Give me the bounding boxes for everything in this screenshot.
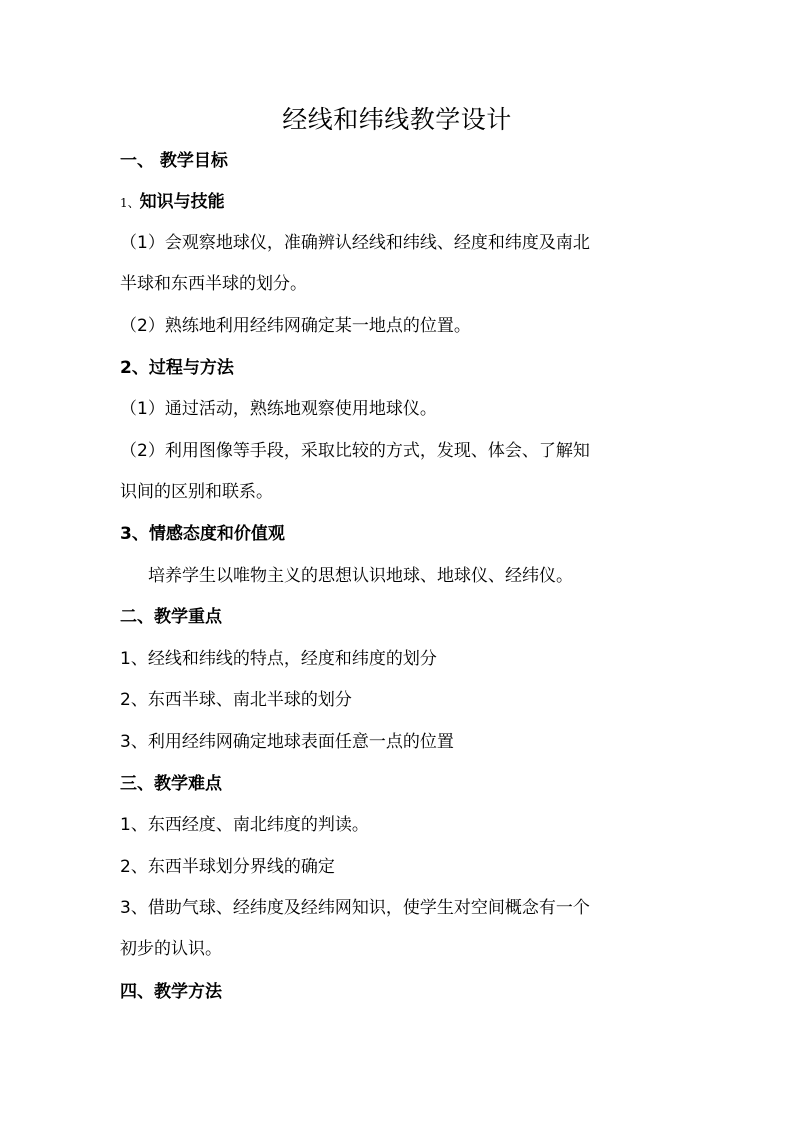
list-item: 2、东西半球划分界线的确定 <box>120 857 335 877</box>
section-heading-methods: 四、教学方法 <box>120 982 222 1002</box>
list-item: 2、东西半球、南北半球的划分 <box>120 690 352 710</box>
section-heading-key-points: 二、教学重点 <box>120 607 222 627</box>
paragraph-line: 半球和东西半球的划分。 <box>120 274 307 294</box>
list-item: 3、利用经纬网确定地球表面任意一点的位置 <box>120 732 454 752</box>
document-title: 经线和纬线教学设计 <box>282 105 512 134</box>
list-item: 1、东西经度、南北纬度的判读。 <box>120 815 369 835</box>
paragraph-line: （2）熟练地利用经纬网确定某一地点的位置。 <box>120 316 471 336</box>
subsection-knowledge-skills <box>120 191 225 214</box>
paragraph-line: 培养学生以唯物主义的思想认识地球、地球仪、经纬仪。 <box>148 566 573 586</box>
paragraph-line: （1）会观察地球仪，准确辨认经线和纬线、经度和纬度及南北 <box>120 233 590 253</box>
subsection-process-methods: 2、过程与方法 <box>120 358 234 378</box>
subsection-title: 知识与技能 <box>139 192 225 212</box>
paragraph-line: （2）利用图像等手段，采取比较的方式，发现、体会、了解知 <box>120 441 590 461</box>
section-heading-difficulties: 三、教学难点 <box>120 774 222 794</box>
paragraph-line: 识间的区别和联系。 <box>120 482 273 502</box>
list-item: 1、经线和纬线的特点，经度和纬度的划分 <box>120 649 437 669</box>
subsection-attitude-values: 3、情感态度和价值观 <box>120 524 285 544</box>
list-item: 初步的认识。 <box>120 939 222 959</box>
list-item: 3、借助气球、经纬度及经纬网知识，使学生对空间概念有一个 <box>120 898 590 918</box>
paragraph-line: （1）通过活动，熟练地观察使用地球仪。 <box>120 399 437 419</box>
section-heading-objectives: 一、 教学目标 <box>120 151 228 171</box>
subsection-number: 1、 <box>120 196 140 210</box>
